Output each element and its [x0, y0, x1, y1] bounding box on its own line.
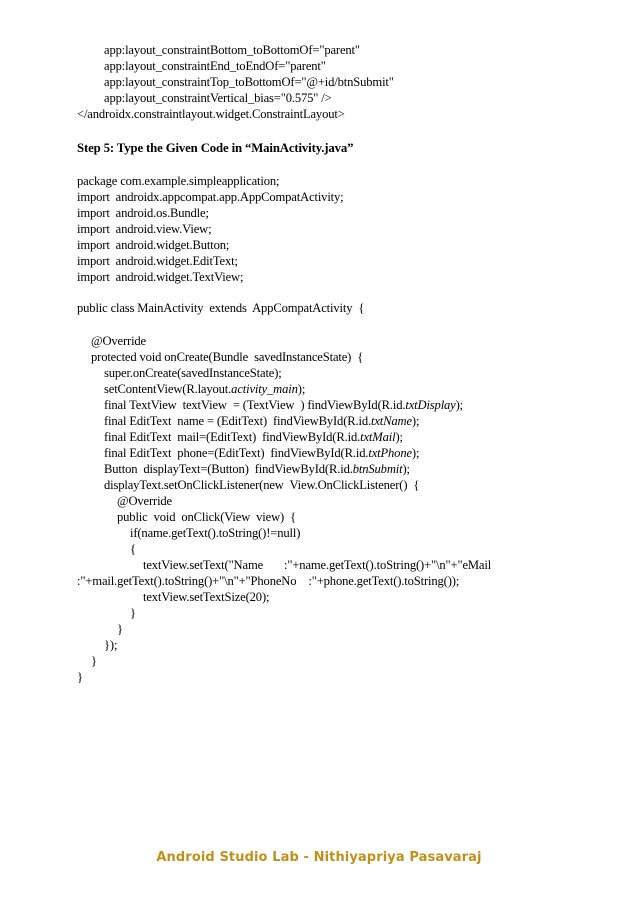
code-segment: setContentView(R.layout.	[104, 382, 232, 396]
xml-line: app:layout_constraintTop_toBottomOf="@+id/btnSubmit"	[104, 75, 394, 89]
code-line: import androidx.appcompat.app.AppCompatActivity;	[77, 190, 344, 204]
code-segment: );	[455, 398, 464, 412]
code-line: super.onCreate(savedInstanceState);	[104, 366, 282, 380]
code-segment: );	[411, 446, 420, 460]
code-segment-italic: btnSubmit	[352, 462, 403, 476]
code-line: import android.view.View;	[77, 222, 212, 236]
code-line: import android.os.Bundle;	[77, 206, 209, 220]
xml-line: app:layout_constraintBottom_toBottomOf="parent"	[104, 43, 360, 57]
code-line: public void onClick(View view) {	[117, 510, 296, 524]
step-heading: Step 5: Type the Given Code in “MainActivity.java”	[77, 141, 354, 155]
code-line: package com.example.simpleapplication;	[77, 174, 280, 188]
code-line	[104, 429, 403, 445]
code-segment-italic: activity_main	[231, 382, 298, 396]
code-line: {	[130, 542, 136, 556]
code-line: }	[130, 606, 136, 620]
code-line	[104, 381, 305, 397]
code-line: if(name.getText().toString()!=null)	[130, 526, 301, 540]
code-line: import android.widget.TextView;	[77, 270, 244, 284]
code-segment-italic: txtDisplay	[405, 398, 456, 412]
code-line: }	[117, 622, 123, 636]
code-segment: );	[411, 414, 420, 428]
code-line: });	[104, 638, 118, 652]
code-segment: Button displayText=(Button) findViewById(R.id.	[104, 462, 353, 476]
code-segment: );	[402, 462, 410, 476]
code-line: displayText.setOnClickListener(new View.OnClickListener() {	[104, 478, 420, 492]
code-segment: );	[395, 430, 403, 444]
xml-line: </androidx.constraintlayout.widget.ConstraintLayout>	[77, 107, 345, 121]
code-line: import android.widget.EditText;	[77, 254, 238, 268]
code-segment: final EditText phone=(EditText) findViewById(R.id.	[104, 446, 369, 460]
code-line	[104, 445, 419, 461]
code-line	[104, 413, 419, 429]
code-line	[104, 397, 463, 413]
code-line: }	[91, 654, 97, 668]
code-line: textView.setText("Name :"+name.getText().toString()+"\n"+"eMail	[143, 558, 492, 572]
code-segment-italic: txtMail	[360, 430, 396, 444]
code-line: textView.setTextSize(20);	[143, 590, 270, 604]
page-footer: Android Studio Lab - Nithiyapriya Pasavaraj	[156, 850, 482, 865]
code-segment: );	[297, 382, 306, 396]
xml-line: app:layout_constraintVertical_bias="0.575" />	[104, 91, 332, 105]
code-segment: final EditText name = (EditText) findViewById(R.id.	[104, 414, 371, 428]
code-line: @Override	[91, 334, 147, 348]
class-declaration: public class MainActivity extends AppCompatActivity {	[77, 301, 365, 315]
code-line: }	[77, 670, 83, 684]
code-line: import android.widget.Button;	[77, 238, 230, 252]
code-segment-italic: txtPhone	[368, 446, 412, 460]
code-line: protected void onCreate(Bundle savedInstanceState) {	[91, 350, 364, 364]
code-segment-italic: txtName	[370, 414, 412, 428]
code-line: @Override	[117, 494, 173, 508]
code-segment: final EditText mail=(EditText) findViewById(R.id.	[104, 430, 361, 444]
code-segment: final TextView textView = (TextView ) findViewById(R.id.	[104, 398, 406, 412]
xml-line: app:layout_constraintEnd_toEndOf="parent"	[104, 59, 326, 73]
code-line	[104, 461, 410, 477]
code-line: :"+mail.getText().toString()+"\n"+"PhoneNo :"+phone.getText().toString());	[77, 574, 460, 588]
